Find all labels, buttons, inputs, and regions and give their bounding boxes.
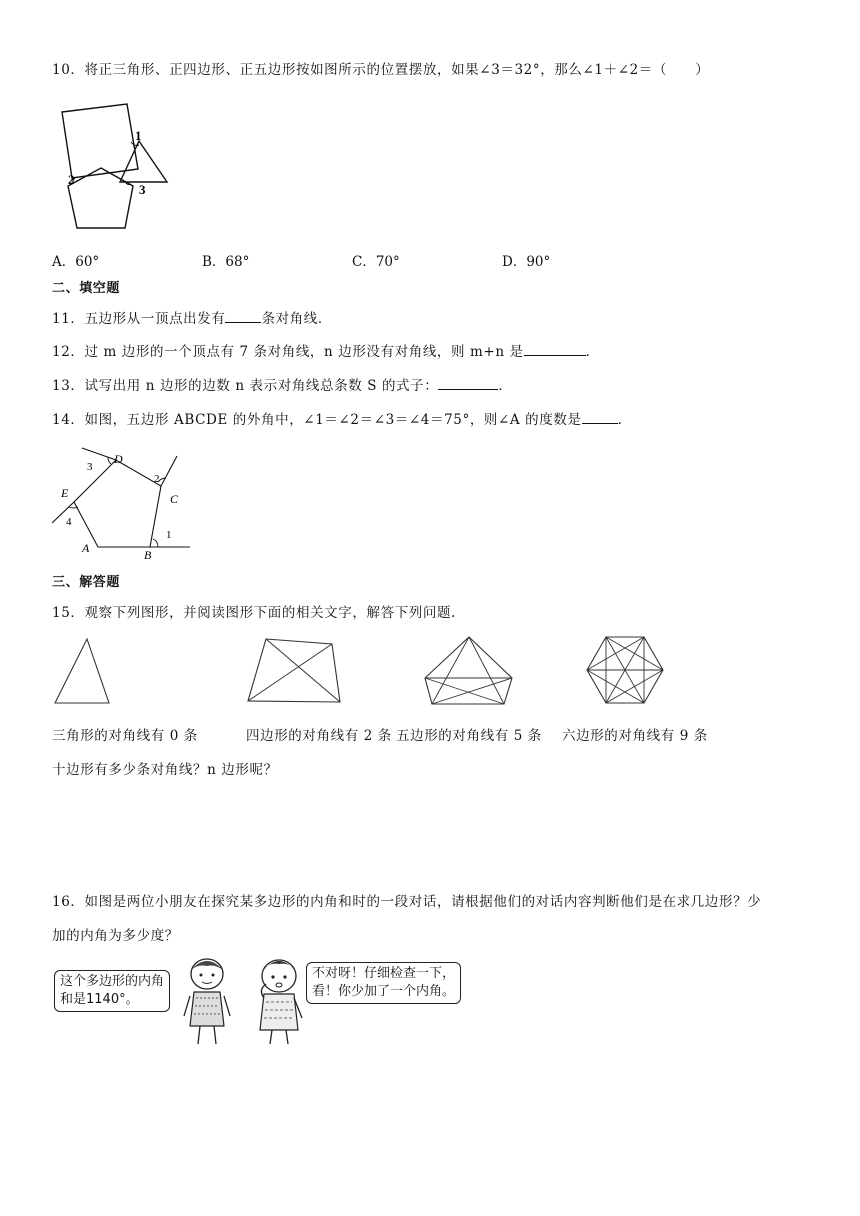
q12-blank[interactable]	[524, 341, 586, 356]
caption-pentagon: 五边形的对角线有 5 条	[396, 728, 542, 744]
section-heading-answer: 三、解答题	[52, 575, 121, 590]
ext-angle-4: 4	[66, 516, 72, 528]
caption-hexagon: 六边形的对角线有 9 条	[562, 728, 708, 744]
q14-blank[interactable]	[582, 409, 618, 424]
vertex-a: A	[82, 541, 90, 555]
speech-bubble-left: 这个多边形的内角 和是1140°。	[54, 970, 170, 1012]
q11: 11．五边形从一顶点出发有 条对角线．	[52, 308, 332, 329]
child-left-illustration	[180, 956, 235, 1046]
angle-label-1: 1	[135, 128, 142, 143]
q16-line1: 16．如图是两位小朋友在探究某多边形的内角和时的一段对话，请根据他们的对话内容判断他们是在求几边形？少	[52, 894, 762, 910]
ext-angle-2: 2	[154, 473, 160, 485]
option-d[interactable]: D．90°	[502, 254, 551, 270]
hexagon-figure	[584, 634, 666, 706]
q14: 14．如图，五边形 ABCDE 的外角中，∠1＝∠2＝∠3＝∠4＝75°，则∠A 的度数是 ．	[52, 409, 632, 430]
option-c[interactable]: C．70°	[352, 254, 400, 270]
angle-label-3: 3	[139, 182, 146, 197]
vertex-c: C	[170, 492, 179, 506]
triangle	[120, 141, 167, 182]
q12: 12．过 m 边形的一个顶点有 7 条对角线，n 边形没有对角线，则 m+n 是 ．	[52, 341, 600, 362]
pentagon-abcde	[74, 460, 161, 547]
caption-quadrilateral: 四边形的对角线有 2 条	[246, 728, 392, 744]
q15-text: 15．观察下列图形，并阅读图形下面的相关文字，解答下列问题.	[52, 605, 456, 621]
ext-angle-3: 3	[87, 461, 93, 473]
vertex-b: B	[144, 548, 152, 562]
option-a[interactable]: A．60°	[52, 254, 100, 270]
q10-text: 10．将正三角形、正四边形、正五边形按如图所示的位置摆放，如果∠3＝32°，那么∠1＋∠2＝（ ）	[52, 62, 710, 78]
caption-triangle: 三角形的对角线有 0 条	[52, 728, 198, 744]
triangle-figure	[52, 636, 112, 706]
q15-question: 十边形有多少条对角线？n 边形呢？	[52, 762, 278, 778]
q14-figure	[50, 446, 195, 566]
q10-figure	[55, 98, 185, 238]
quadrilateral-figure	[244, 636, 344, 706]
ext-angle-1: 1	[166, 529, 172, 541]
option-b[interactable]: B．68°	[202, 254, 250, 270]
q11-blank[interactable]	[225, 308, 261, 323]
vertex-e: E	[61, 486, 69, 500]
vertex-d: D	[114, 452, 123, 466]
q16-line2: 加的内角为多少度？	[52, 928, 179, 944]
q13-blank[interactable]	[438, 375, 498, 390]
pentagon-figure	[422, 634, 517, 706]
angle-label-2: 2	[68, 172, 75, 187]
q13: 13．试写出用 n 边形的边数 n 表示对角线总条数 S 的式子： ．	[52, 375, 512, 396]
child-right-illustration	[252, 956, 307, 1046]
speech-bubble-right: 不对呀！仔细检查一下， 看！你少加了一个内角。	[306, 962, 461, 1004]
section-heading-fill: 二、填空题	[52, 281, 121, 296]
